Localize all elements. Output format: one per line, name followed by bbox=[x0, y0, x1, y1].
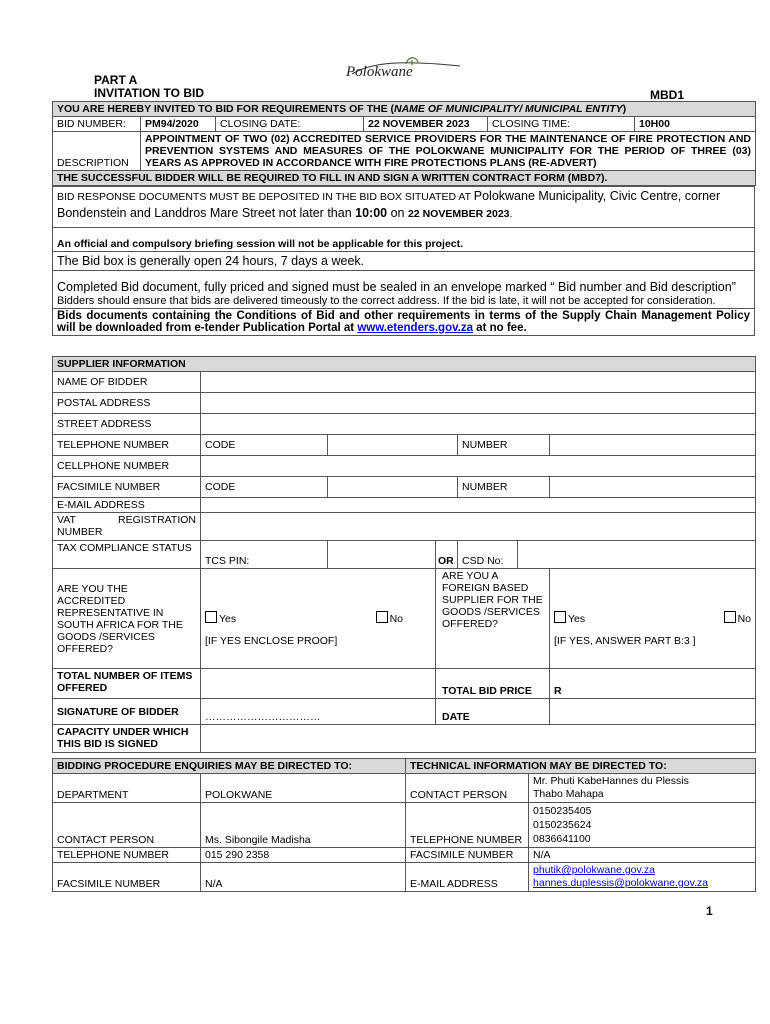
form-code: MBD1 bbox=[650, 88, 685, 102]
foreign-question: ARE YOU A FOREIGN BASED SUPPLIER FOR THE GOODS /SERVICES OFFERED? bbox=[436, 569, 550, 669]
telephone-label: TELEPHONE NUMBER bbox=[53, 435, 201, 456]
bid-info-table bbox=[52, 101, 756, 186]
fax-code-label: CODE bbox=[201, 477, 328, 498]
closing-date-label: CLOSING DATE: bbox=[216, 117, 364, 132]
email-field[interactable] bbox=[201, 498, 756, 513]
bidder-name-field[interactable] bbox=[201, 372, 756, 393]
telephone-label: TELEPHONE NUMBER bbox=[53, 848, 201, 863]
checkbox-icon[interactable] bbox=[554, 611, 566, 623]
accredited-no[interactable]: No bbox=[376, 611, 403, 625]
enclose-proof-note: [IF YES ENCLOSE PROOF] bbox=[205, 635, 338, 647]
briefing-note: An official and compulsory briefing session will not be applicable for this project. bbox=[53, 228, 755, 252]
tech-telephone-value: 0150235405 0150235624 0836641100 bbox=[529, 803, 756, 848]
cellphone-field[interactable] bbox=[201, 456, 756, 477]
date-field[interactable] bbox=[550, 699, 756, 725]
supplier-table bbox=[52, 356, 756, 753]
department-value: POLOKWANE bbox=[201, 774, 406, 803]
signature-field[interactable]: …………………………… bbox=[201, 699, 436, 725]
fax-label: FACSIMILE NUMBER bbox=[53, 477, 201, 498]
capacity-field[interactable] bbox=[201, 725, 756, 753]
sealed-note: Completed Bid document, fully priced and signed must be sealed in an envelope marked “ Bid number and Bid description” bbox=[53, 271, 755, 295]
csd-field[interactable] bbox=[518, 541, 756, 569]
total-price-field[interactable]: R bbox=[550, 669, 756, 699]
csd-label: CSD No: bbox=[458, 541, 518, 569]
tech-contact-value: Mr. Phuti KabeHannes du Plessis Thabo Mahapa bbox=[529, 774, 756, 803]
tcs-pin-label: TCS PIN: bbox=[201, 541, 328, 569]
technical-enquiries-heading: TECHNICAL INFORMATION MAY BE DIRECTED TO: bbox=[406, 759, 756, 774]
deposit-note: BID RESPONSE DOCUMENTS MUST BE DEPOSITED IN THE BID BOX SITUATED AT Polokwane Municipality, Civic Centre, corner Bondenstein and Landdros Mare Street not later than 10:00 on 22 NOVEMBER 2023. bbox=[53, 187, 755, 224]
fax-value: N/A bbox=[201, 863, 406, 892]
header-title bbox=[94, 74, 204, 100]
total-items-field[interactable] bbox=[201, 669, 436, 699]
bidder-name-label: NAME OF BIDDER bbox=[53, 372, 201, 393]
accredited-answer bbox=[201, 569, 436, 669]
vat-field[interactable] bbox=[201, 513, 756, 541]
telephone-code-field[interactable] bbox=[328, 435, 458, 456]
procedure-enquiries-heading: BIDDING PROCEDURE ENQUIRIES MAY BE DIRECTED TO: bbox=[53, 759, 406, 774]
bid-number-label: BID NUMBER: bbox=[53, 117, 141, 132]
page-number: 1 bbox=[706, 904, 713, 918]
tech-email-label: E-MAIL ADDRESS bbox=[406, 863, 529, 892]
answer-b3-note: [IF YES, ANSWER PART B:3 ] bbox=[554, 635, 696, 647]
fax-number-label: NUMBER bbox=[458, 477, 550, 498]
checkbox-icon[interactable] bbox=[205, 611, 217, 623]
accredited-yes[interactable]: Yes bbox=[205, 611, 236, 625]
part-label: PART A bbox=[94, 73, 138, 87]
date-label: DATE bbox=[436, 699, 550, 725]
accredited-question: ARE YOU THE ACCREDITED REPRESENTATIVE IN SOUTH AFRICA FOR THE GOODS /SERVICES OFFERED? bbox=[53, 569, 201, 669]
fax-number-field[interactable] bbox=[550, 477, 756, 498]
contract-note: THE SUCCESSFUL BIDDER WILL BE REQUIRED TO FILL IN AND SIGN A WRITTEN CONTRACT FORM (MBD7). bbox=[53, 171, 756, 186]
invitation-title: INVITATION TO BID bbox=[94, 86, 204, 100]
street-address-label: STREET ADDRESS bbox=[53, 414, 201, 435]
closing-time-label: CLOSING TIME: bbox=[488, 117, 635, 132]
foreign-yes[interactable]: Yes bbox=[554, 611, 585, 625]
tech-contact-label: CONTACT PERSON bbox=[406, 774, 529, 803]
notes-table bbox=[52, 186, 755, 336]
etenders-link[interactable]: www.etenders.gov.za bbox=[357, 322, 473, 334]
telephone-number-label: NUMBER bbox=[458, 435, 550, 456]
postal-address-field[interactable] bbox=[201, 393, 756, 414]
polokwane-logo bbox=[342, 56, 466, 82]
closing-date: 22 NOVEMBER 2023 bbox=[364, 117, 488, 132]
telephone-number-field[interactable] bbox=[550, 435, 756, 456]
total-price-label: TOTAL BID PRICE bbox=[436, 669, 550, 699]
email-link[interactable]: hannes.duplessis@polokwane.gov.za bbox=[533, 877, 709, 889]
timeous-note: Bidders should ensure that bids are delivered timeously to the correct address. If the bid is late, it will not be accepted for consideration. bbox=[53, 294, 755, 309]
box-open-note: The Bid box is generally open 24 hours, 7 days a week. bbox=[53, 252, 755, 271]
foreign-no[interactable]: No bbox=[724, 611, 751, 625]
bid-description: APPOINTMENT OF TWO (02) ACCREDITED SERVICE PROVIDERS FOR THE MAINTENANCE OF FIRE PROTECTION AND PREVENTION SYSTEMS AND MEASURES OF THE POLOKWANE MUNICIPALITY FOR THE PERIOD OF THREE (03) YEARS AS APPROVED IN ACCORDANCE WITH FIRE PROTECTIONS PLANS (RE-ADVERT) bbox=[141, 132, 756, 171]
checkbox-icon[interactable] bbox=[724, 611, 736, 623]
fax-label: FACSIMILE NUMBER bbox=[53, 863, 201, 892]
email-label: E-MAIL ADDRESS bbox=[53, 498, 201, 513]
postal-address-label: POSTAL ADDRESS bbox=[53, 393, 201, 414]
bid-number: PM94/2020 bbox=[141, 117, 216, 132]
contact-label: CONTACT PERSON bbox=[53, 803, 201, 848]
signature-label: SIGNATURE OF BIDDER bbox=[53, 699, 201, 725]
svg-text:Polokwane: Polokwane bbox=[346, 64, 413, 80]
telephone-code-label: CODE bbox=[201, 435, 328, 456]
fax-code-field[interactable] bbox=[328, 477, 458, 498]
vat-label: VAT REGISTRATION NUMBER bbox=[53, 513, 201, 541]
supplier-section-title: SUPPLIER INFORMATION bbox=[53, 357, 756, 372]
tech-telephone-label: TELEPHONE NUMBER bbox=[406, 803, 529, 848]
download-note: Bids documents containing the Conditions of Bid and other requirements in terms of the Supply Chain Management Policy will be downloaded from e-tender Publication Portal at www.etenders.gov.za at no fee. bbox=[53, 309, 755, 336]
enquiries-table bbox=[52, 758, 756, 892]
street-address-field[interactable] bbox=[201, 414, 756, 435]
invite-line: YOU ARE HEREBY INVITED TO BID FOR REQUIREMENTS OF THE (NAME OF MUNICIPALITY/ MUNICIPAL ENTITY) bbox=[53, 102, 756, 117]
tech-email-value bbox=[529, 863, 756, 892]
total-items-label: TOTAL NUMBER OF ITEMS OFFERED bbox=[53, 669, 201, 699]
or-label: OR bbox=[436, 541, 458, 569]
telephone-value: 015 290 2358 bbox=[201, 848, 406, 863]
department-label: DEPARTMENT bbox=[53, 774, 201, 803]
tech-fax-value: N/A bbox=[529, 848, 756, 863]
email-link[interactable]: phutik@polokwane.gov.za bbox=[533, 864, 655, 876]
tax-status-label: TAX COMPLIANCE STATUS bbox=[53, 541, 201, 569]
foreign-answer bbox=[550, 569, 756, 669]
tech-fax-label: FACSIMILE NUMBER bbox=[406, 848, 529, 863]
cellphone-label: CELLPHONE NUMBER bbox=[53, 456, 201, 477]
capacity-label: CAPACITY UNDER WHICH THIS BID IS SIGNED bbox=[53, 725, 201, 753]
description-label: DESCRIPTION bbox=[53, 132, 141, 171]
checkbox-icon[interactable] bbox=[376, 611, 388, 623]
tcs-pin-field[interactable] bbox=[328, 541, 436, 569]
contact-value: Ms. Sibongile Madisha bbox=[201, 803, 406, 848]
closing-time: 10H00 bbox=[635, 117, 756, 132]
